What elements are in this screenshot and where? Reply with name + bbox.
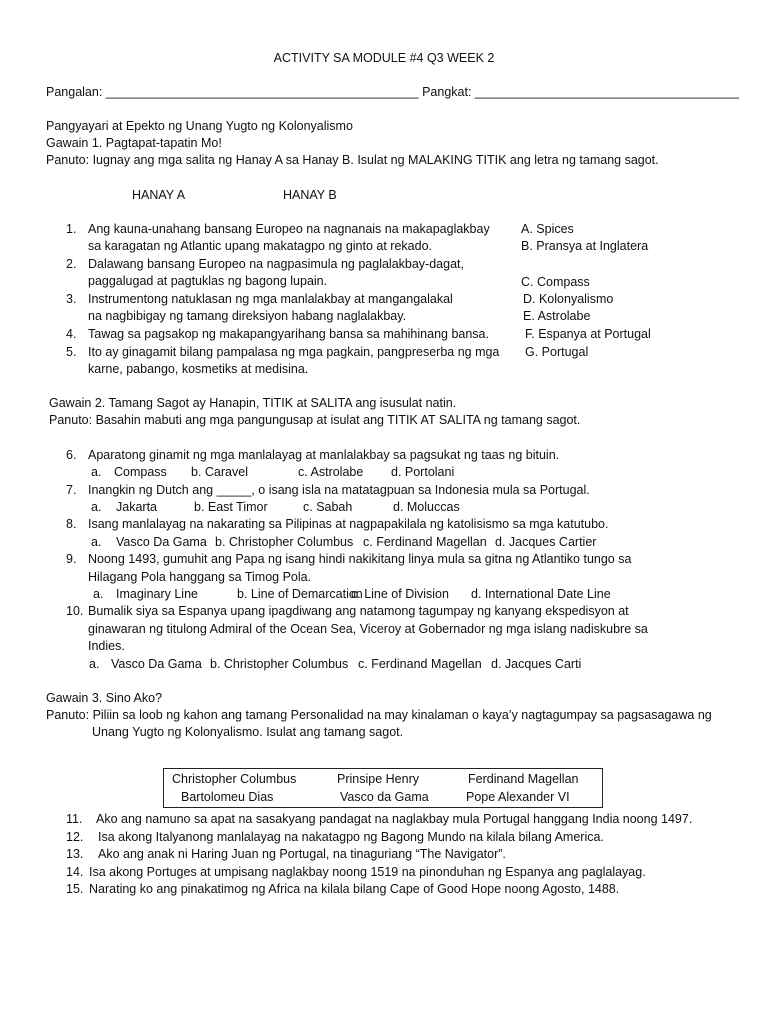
item-number: 13. xyxy=(66,847,84,861)
answer-choice: G. Portugal xyxy=(525,345,589,359)
item-text: Inangkin ng Dutch ang _____, o isang isla na matatagpuan sa Indonesia mula sa Portugal. xyxy=(88,483,590,497)
item-number: 5. xyxy=(66,345,77,359)
option-a: Compass xyxy=(114,465,167,479)
item-number: 11. xyxy=(66,812,83,826)
gawain1-title: Gawain 1. Pagtapat-tapatin Mo! xyxy=(46,136,222,150)
option-letter: a. xyxy=(91,500,102,514)
box-choice: Bartolomeu Dias xyxy=(181,790,274,804)
item-number: 4. xyxy=(66,327,77,341)
option-letter: a. xyxy=(91,465,102,479)
option-a: Vasco Da Gama xyxy=(116,535,207,549)
topic-heading: Pangyayari at Epekto ng Unang Yugto ng Kolonyalismo xyxy=(46,119,353,133)
option-letter: a. xyxy=(91,535,102,549)
section-label: Pangkat: xyxy=(418,85,475,99)
option-a: Vasco Da Gama xyxy=(111,657,202,671)
item-text: Isang manlalayag na nakarating sa Pilipinas at nagpapakilala ng katolisismo sa mga katutubo. xyxy=(88,517,609,531)
item-number: 12. xyxy=(66,830,84,844)
option-c: c. Ferdinand Magellan xyxy=(363,535,487,549)
item-text: Hilagang Pola hanggang sa Timog Pola. xyxy=(88,570,312,584)
name-blank[interactable]: _____________________________________________ xyxy=(105,85,419,99)
gawain3-instruction: Panuto: Piliin sa loob ng kahon ang tamang Personalidad na may kinalaman o kaya’y nagtagumpay sa pagsasagawa ng xyxy=(46,708,712,722)
gawain1-instruction: Panuto: Iugnay ang mga salita ng Hanay A sa Hanay B. Isulat ng MALAKING TITIK ang letra ng tamang sagot. xyxy=(46,153,659,167)
item-text: Isa akong Italyanong manlalayag na nakatagpo ng Bagong Mundo na kilala bilang America. xyxy=(98,830,604,844)
item-number: 14. xyxy=(66,865,84,879)
option-b: b. Christopher Columbus xyxy=(215,535,354,549)
item-text: Ako ang namuno sa apat na sasakyang pandagat na naglakbay mula Portugal hanggang India noong 1497. xyxy=(96,812,693,826)
item-number: 1. xyxy=(66,222,77,236)
item-number: 7. xyxy=(66,483,77,497)
option-d: d. Portolani xyxy=(391,465,455,479)
item-number: 8. xyxy=(66,517,77,531)
hanay-b-header: HANAY B xyxy=(283,188,337,202)
item-number: 9. xyxy=(66,552,77,566)
answer-choice: A. Spices xyxy=(521,222,574,236)
item-text: Aparatong ginamit ng mga manlalayag at manlalakbay sa pagsukat ng taas ng bituin. xyxy=(88,448,560,462)
box-choice: Ferdinand Magellan xyxy=(468,772,579,786)
box-choice: Pope Alexander VI xyxy=(466,790,570,804)
option-letter: a. xyxy=(93,587,104,601)
answer-choice: C. Compass xyxy=(521,275,590,289)
item-number: 15. xyxy=(66,882,84,896)
item-text: Indies. xyxy=(88,639,125,653)
option-d: d. Jacques Carti xyxy=(491,657,582,671)
gawain3-instruction-cont: Unang Yugto ng Kolonyalismo. Isulat ang tamang sagot. xyxy=(92,725,404,739)
option-letter: a. xyxy=(89,657,100,671)
answer-choice: B. Pransya at Inglatera xyxy=(521,239,649,253)
item-text: sa karagatan ng Atlantic upang makatagpo ng ginto at rekado. xyxy=(88,239,432,253)
answer-choice: D. Kolonyalismo xyxy=(523,292,614,306)
item-text: Ang kauna-unahang bansang Europeo na nagnanais na makapaglakbay xyxy=(88,222,490,236)
item-text: Tawag sa pagsakop ng makapangyarihang bansa sa mahihinang bansa. xyxy=(88,327,489,341)
item-text: Instrumentong natuklasan ng mga manlalakbay at mangangalakal xyxy=(88,292,453,306)
section-blank[interactable]: ______________________________________ xyxy=(474,85,740,99)
option-d: d. Moluccas xyxy=(393,500,460,514)
item-text: Bumalik siya sa Espanya upang ipagdiwang ang natamong tagumpay ng kanyang ekspedisyon at xyxy=(88,604,629,618)
hanay-a-header: HANAY A xyxy=(132,188,186,202)
answer-choice: F. Espanya at Portugal xyxy=(525,327,651,341)
item-number: 6. xyxy=(66,448,77,462)
option-b: b. Line of Demarcation xyxy=(237,587,363,601)
option-a: Jakarta xyxy=(116,500,157,514)
item-text: ginawaran ng titulong Admiral of the Ocean Sea, Viceroy at Gobernador ng mga islang nadiskubre sa xyxy=(88,622,648,636)
option-d: d. Jacques Cartier xyxy=(495,535,597,549)
item-text: Ito ay ginagamit bilang pampalasa ng mga pagkain, pangpreserba ng mga xyxy=(88,345,500,359)
page-title: ACTIVITY SA MODULE #4 Q3 WEEK 2 xyxy=(273,51,495,65)
box-choice: Vasco da Gama xyxy=(340,790,429,804)
item-text: Narating ko ang pinakatimog ng Africa na kilala bilang Cape of Good Hope noong Agosto, 1488. xyxy=(89,882,620,896)
item-text: Noong 1493, gumuhit ang Papa ng isang hindi nakikitang linya mula sa gitna ng Atlantiko tungo sa xyxy=(88,552,632,566)
gawain2-title: Gawain 2. Tamang Sagot ay Hanapin, TITIK at SALITA ang isusulat natin. xyxy=(49,396,457,410)
option-b: b. East Timor xyxy=(194,500,268,514)
gawain2-instruction: Panuto: Basahin mabuti ang mga pangungusap at isulat ang TITIK AT SALITA ng tamang sagot. xyxy=(49,413,581,427)
personality-choice-box xyxy=(163,768,603,808)
option-c: c. Line of Division xyxy=(351,587,449,601)
item-text: paggalugad at pagtuklas ng bagong lupain. xyxy=(88,274,328,288)
item-text: na nagbibigay ng tamang direksiyon habang naglalakbay. xyxy=(88,309,407,323)
option-b: b. Christopher Columbus xyxy=(210,657,349,671)
answer-choice: E. Astrolabe xyxy=(523,309,591,323)
option-b: b. Caravel xyxy=(191,465,248,479)
item-text: Dalawang bansang Europeo na nagpasimula ng paglalakbay-dagat, xyxy=(88,257,464,271)
gawain3-title: Gawain 3. Sino Ako? xyxy=(46,691,163,705)
item-number: 3. xyxy=(66,292,77,306)
option-c: c. Ferdinand Magellan xyxy=(358,657,482,671)
option-c: c. Astrolabe xyxy=(298,465,364,479)
item-text: Ako ang anak ni Haring Juan ng Portugal, na tinaguriang “The Navigator”. xyxy=(98,847,506,861)
name-section-line xyxy=(46,84,739,101)
option-a: Imaginary Line xyxy=(116,587,198,601)
option-d: d. International Date Line xyxy=(471,587,611,601)
item-text: Isa akong Portuges at umpisang naglakbay noong 1519 na pinonduhan ng Espanya ang paglalayag. xyxy=(89,865,646,879)
box-choice: Christopher Columbus xyxy=(172,772,297,786)
name-label: Pangalan: xyxy=(46,85,106,99)
option-c: c. Sabah xyxy=(303,500,353,514)
item-number: 2. xyxy=(66,257,77,271)
item-text: karne, pabango, kosmetiks at medisina. xyxy=(88,362,309,376)
item-number: 10. xyxy=(66,604,84,618)
box-choice: Prinsipe Henry xyxy=(337,772,419,786)
